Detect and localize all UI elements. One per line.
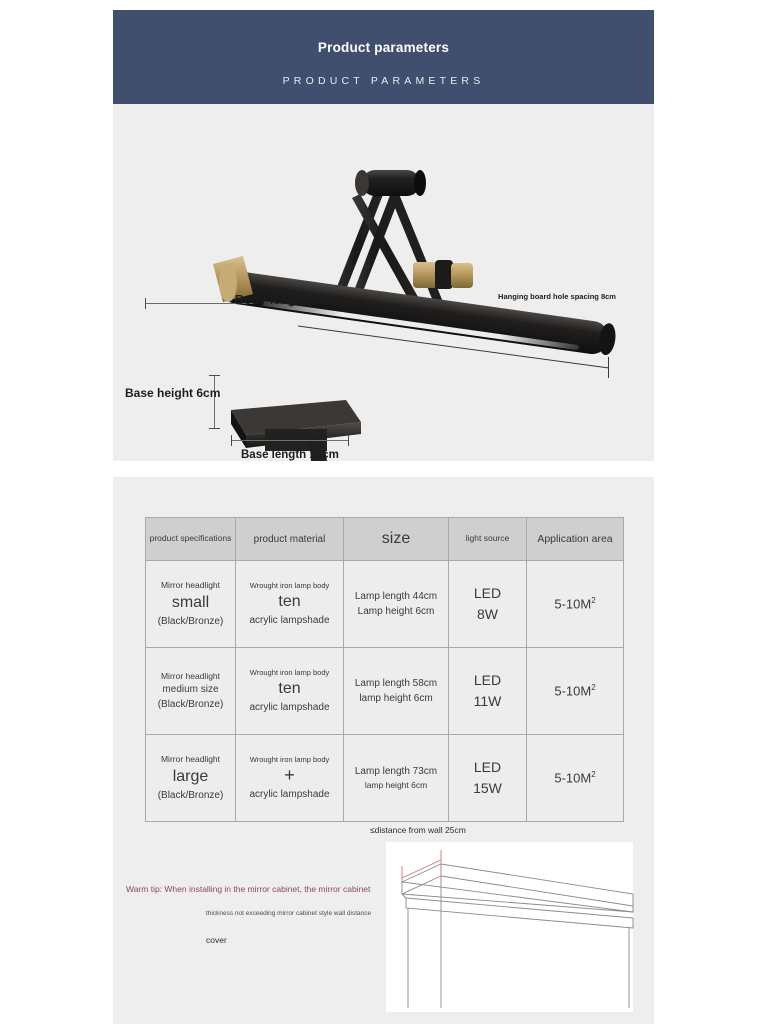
material-bottom-text: acrylic lampshade: [249, 701, 330, 713]
cell-product-specification: [146, 561, 236, 648]
area-number: 5-10M: [554, 596, 592, 612]
material-bottom-text: acrylic lampshade: [249, 614, 330, 626]
area-superscript: 2: [591, 596, 596, 606]
size-height-text: lamp height 6cm: [364, 780, 428, 791]
table-header-row: [146, 518, 624, 561]
size-length-text: Lamp length 58cm: [354, 678, 438, 689]
spec-top-text: Mirror headlight: [160, 580, 221, 591]
base-length-line: [231, 440, 349, 441]
area-superscript: 2: [591, 770, 596, 780]
spec-size-name: small: [171, 594, 210, 612]
light-source-wattage: 8W: [477, 606, 498, 622]
cell-product-material: [236, 561, 344, 648]
page-title: Product parameters: [317, 40, 450, 55]
column-header-application-area: Application area: [527, 518, 624, 561]
specifications-table: [145, 517, 624, 822]
application-area-value: [529, 683, 621, 698]
material-main-text: ten: [278, 593, 301, 611]
product-dimension-diagram: [113, 104, 654, 461]
size-length-text: Lamp length 73cm: [354, 766, 438, 778]
spec-color-options: (Black/Bronze): [157, 699, 224, 711]
warm-tip-cover-text: cover: [206, 935, 227, 945]
spec-top-text: Mirror headlight: [160, 754, 221, 765]
spec-top-text: Mirror headlight: [160, 670, 221, 681]
table-row: [146, 648, 624, 735]
mirror-cabinet-line-drawing: [386, 842, 633, 1012]
warm-tip-text: Warm tip: When installing in the mirror cabinet, the mirror cabinet: [126, 884, 371, 894]
cell-size: [344, 735, 449, 822]
size-height-text: Lamp height 6cm: [357, 606, 435, 617]
base-height-label: Base height 6cm: [125, 386, 221, 400]
area-superscript: 2: [591, 683, 596, 693]
page-subtitle: PRODUCT PARAMETERS: [282, 75, 485, 87]
area-number: 5-10M: [554, 770, 592, 786]
lamp-brass-collar: [413, 260, 473, 289]
cell-size: [344, 561, 449, 648]
area-number: 5-10M: [554, 683, 592, 699]
page-banner: [113, 10, 654, 104]
spec-color-options: (Black/Bronze): [157, 789, 224, 801]
specifications-panel: [113, 477, 654, 1024]
spec-size-name: medium size: [162, 684, 219, 696]
base-length-label: Base length 13cm: [241, 449, 339, 461]
cell-size: [344, 648, 449, 735]
material-top-text: Wrought iron lamp body: [249, 755, 330, 765]
hole-spacing-label: Hanging board hole spacing 8cm: [498, 292, 616, 301]
table-row: [146, 561, 624, 648]
body-length-tick: [145, 298, 146, 309]
light-source-wattage: 11W: [473, 693, 502, 709]
column-header-product-material: product material: [236, 518, 344, 561]
application-area-value: [529, 770, 621, 785]
base-height-line: [214, 375, 215, 429]
spec-color-options: (Black/Bronze): [157, 615, 224, 627]
cell-application-area: [527, 735, 624, 822]
cell-product-material: [236, 735, 344, 822]
application-area-value: [529, 596, 621, 611]
column-header-light-source: light source: [449, 518, 527, 561]
spec-size-name: large: [172, 768, 209, 786]
size-length-text: Lamp length 44cm: [354, 591, 438, 602]
material-top-text: Wrought iron lamp body: [249, 581, 330, 591]
material-bottom-text: acrylic lampshade: [249, 788, 330, 800]
lamp-illustration: [113, 104, 654, 461]
cell-light-source: [449, 561, 527, 648]
size-height-text: lamp height 6cm: [359, 693, 433, 704]
base-height-tick-bottom: [209, 428, 220, 429]
base-height-tick-top: [209, 375, 220, 376]
lamp-top-joint: [355, 170, 426, 196]
cell-light-source: [449, 648, 527, 735]
base-length-tick-right: [348, 435, 349, 446]
column-header-size: size: [344, 518, 449, 561]
material-main-text: +: [284, 765, 295, 786]
cabinet-diagram-svg: [386, 842, 633, 1012]
cell-product-material: [236, 648, 344, 735]
lamp-base-plate: [231, 400, 361, 451]
cell-application-area: [527, 648, 624, 735]
cell-light-source: [449, 735, 527, 822]
wall-distance-note: ≤distance from wall 25cm: [370, 825, 466, 835]
material-top-text: Wrought iron lamp body: [249, 668, 330, 678]
column-header-product-specifications: product specifications: [146, 518, 236, 561]
cell-application-area: [527, 561, 624, 648]
light-source-type: LED: [473, 585, 502, 601]
cell-product-specification: [146, 735, 236, 822]
hole-spacing-tick: [608, 357, 609, 378]
light-source-type: LED: [473, 672, 502, 688]
light-source-type: LED: [473, 759, 502, 775]
table-row: [146, 735, 624, 822]
light-source-wattage: 15W: [473, 780, 502, 796]
base-length-tick-left: [231, 435, 232, 446]
material-main-text: ten: [278, 680, 301, 698]
body-length-label: Body length 58cm: [235, 293, 343, 307]
warm-tip-subtext: thickness not exceeding mirror cabinet style wall distance: [206, 910, 372, 917]
cell-product-specification: [146, 648, 236, 735]
